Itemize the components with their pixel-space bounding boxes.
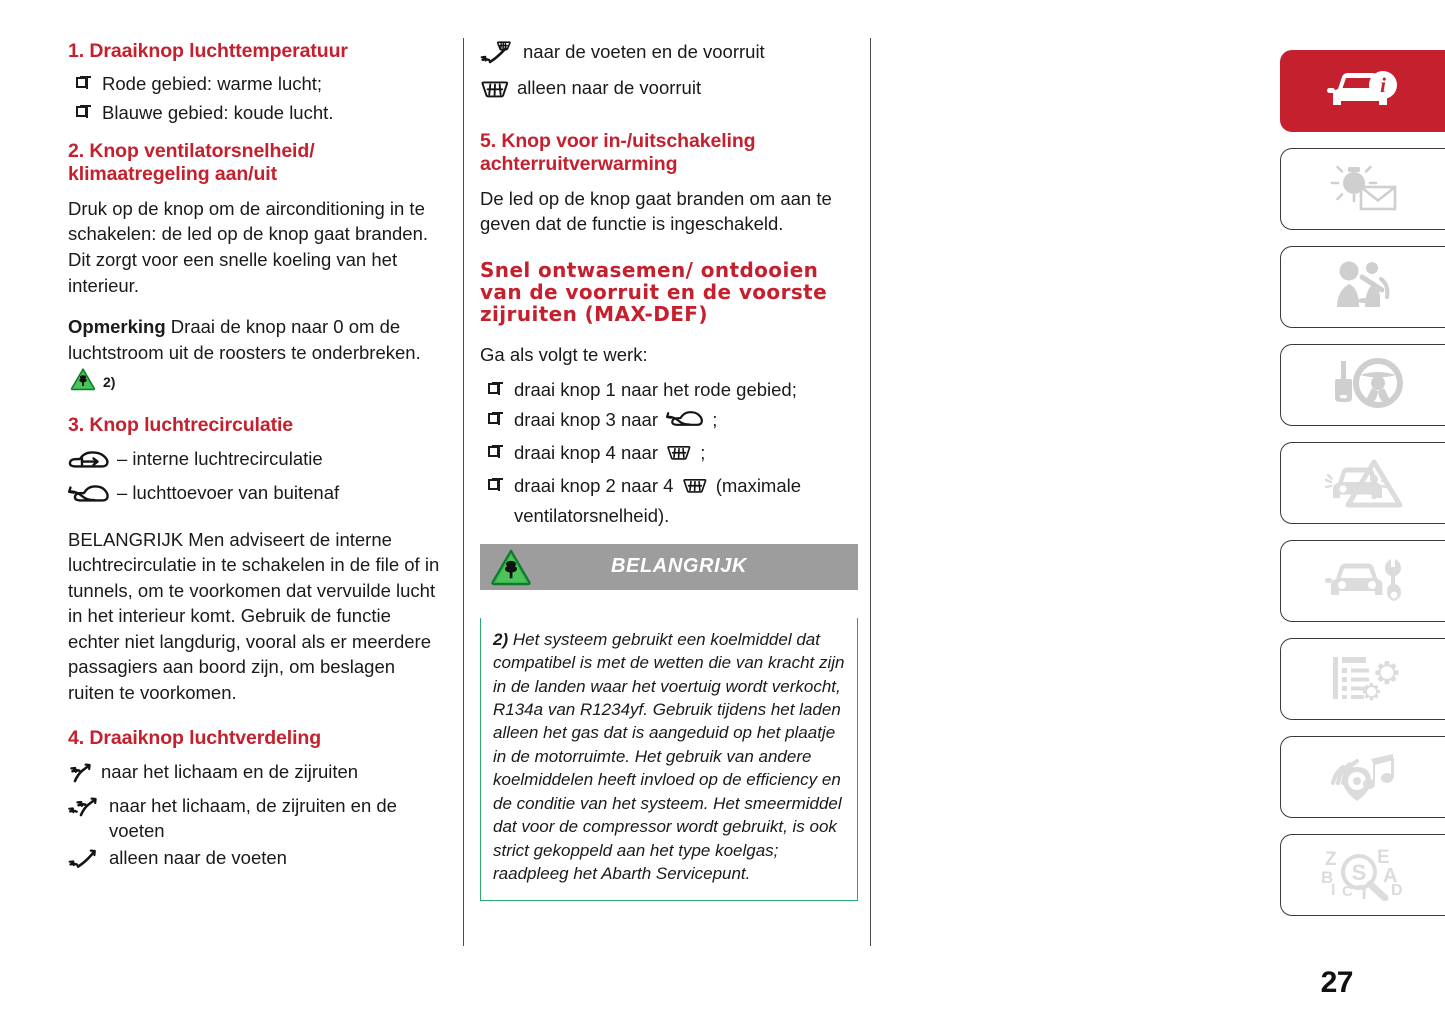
footnote-badge-row	[70, 367, 446, 396]
airflow-body-feet-label: naar het lichaam, de zijruiten en de voeten	[109, 795, 397, 842]
recirculation-internal-label: – interne luchtrecirculatie	[117, 447, 323, 469]
tab-emergency[interactable]	[1280, 442, 1445, 524]
svg-text:Z: Z	[1325, 848, 1337, 870]
airflow-feet-windshield-icon	[480, 41, 516, 74]
recirculation-internal-row	[68, 447, 446, 479]
svg-text:C: C	[1342, 882, 1353, 900]
heading-section-2: 2. Knop ventilatorsnelheid/ klimaatregeling aan/uit	[68, 140, 315, 186]
airflow-feet-label: alleen naar de voeten	[109, 847, 287, 869]
maxdef-step-suffix: ;	[700, 441, 706, 463]
warning-box-text: Het systeem gebruikt een koelmiddel dat compatibel is met de wetten die van kracht zijn in de landen waar het voertuig wordt verkocht, R134a van R1234yf. Gebruik tijdens het laden alleen het gas dat is aangeduid op het plaatje in de motorruimte. Het gebruik van andere koelmiddelen heeft invloed op de efficiency en de conditie van het systeem. Het smeermiddel dat voor de compressor wordt gebruikt, is ook strict gekoppeld aan het type koelgas; raadpleeg het Abarth Servicepunt.	[493, 629, 845, 884]
airflow-windshield-icon	[480, 77, 510, 108]
document-gears-icon	[1319, 649, 1407, 710]
tab-safety[interactable]	[1280, 246, 1445, 328]
chapter-tab-rail	[1280, 50, 1445, 932]
list-item	[480, 407, 858, 437]
warning-box-body	[480, 618, 858, 901]
square-bullet-icon	[76, 77, 87, 88]
heading-section-5: 5. Knop voor in-/uitschakeling achterruitverwarming	[480, 129, 756, 175]
list-item	[68, 71, 446, 97]
svg-text:S: S	[1351, 859, 1367, 885]
tab-alphabetical-index[interactable]	[1280, 834, 1445, 916]
list-item-label: Blauwe gebied: koude lucht.	[102, 102, 334, 124]
square-bullet-icon	[488, 479, 499, 490]
maxdef-step-suffix: (maximale ventilatorsnelheid).	[514, 475, 802, 527]
maxdef-step-text: draai knop 4 naar	[514, 441, 658, 463]
square-bullet-icon	[76, 106, 87, 117]
airflow-body-vents-label: naar het lichaam en de zijruiten	[101, 761, 359, 783]
key-steering-wheel-icon	[1319, 355, 1407, 416]
car-hazard-triangle-icon	[1319, 453, 1407, 514]
heading-section-3: 3. Knop luchtrecirculatie	[68, 414, 294, 437]
right-column	[480, 40, 858, 901]
airflow-body-feet-row	[68, 794, 446, 844]
recirculation-external-row	[68, 481, 446, 513]
magnifier-letters-icon	[1315, 845, 1411, 906]
airflow-windshield-icon	[666, 442, 692, 470]
svg-text:A: A	[1383, 864, 1398, 887]
svg-text:i: i	[1380, 72, 1386, 97]
list-item	[480, 440, 858, 470]
airflow-body-vents-row	[68, 760, 446, 792]
square-bullet-icon	[488, 413, 499, 424]
square-bullet-icon	[488, 383, 499, 394]
tab-maintenance[interactable]	[1280, 540, 1445, 622]
svg-text:E: E	[1377, 846, 1390, 868]
car-fresh-air-icon	[666, 408, 704, 437]
section-2-note	[68, 314, 446, 365]
maxdef-step-text: draai knop 1 naar het rode gebied;	[514, 379, 797, 401]
tab-technical-specs[interactable]	[1280, 638, 1445, 720]
airflow-body-vents-icon	[68, 761, 94, 792]
airflow-body-feet-icon	[68, 795, 102, 826]
section-2-paragraph: Druk op de knop om de airconditioning in te schakelen: de led op de knop gaat branden. Dit zorgt voor een snelle koeling van het interieur.	[68, 197, 429, 296]
footnote-marker: 2)	[103, 373, 116, 390]
maxdef-step-text: draai knop 2 naar 4	[514, 475, 674, 497]
airflow-feet-row	[68, 846, 446, 878]
airflow-windshield-icon	[682, 475, 708, 503]
maxdef-step-suffix: ;	[712, 408, 718, 430]
column-divider-right	[870, 38, 871, 946]
car-info-icon	[1319, 61, 1407, 122]
airflow-feet-icon	[68, 847, 102, 878]
svg-text:T: T	[1358, 881, 1371, 901]
airflow-feet-windshield-row	[480, 40, 858, 74]
maxdef-step-list	[480, 377, 858, 529]
tab-starting-driving[interactable]	[1280, 344, 1445, 426]
airflow-feet-windshield-label: naar de voeten en de voorruit	[523, 41, 765, 62]
section-1-bullet-list	[68, 71, 446, 127]
note-label: Opmerking	[68, 316, 166, 338]
tab-warning-lights[interactable]	[1280, 148, 1445, 230]
list-item-label: Rode gebied: warme lucht;	[102, 72, 323, 94]
list-item	[68, 100, 446, 126]
heading-section-4: 4. Draaiknop luchtverdeling	[68, 727, 322, 750]
list-item	[480, 377, 858, 403]
section-5-paragraph: De led op de knop gaat branden om aan te geven dat de functie is ingeschakeld.	[480, 187, 832, 235]
warning-lamp-message-icon	[1319, 159, 1407, 220]
heading-section-1: 1. Draaiknop luchttemperatuur	[68, 40, 348, 62]
tab-multimedia[interactable]	[1280, 736, 1445, 818]
list-item	[480, 473, 858, 530]
airflow-windshield-label: alleen naar de voorruit	[517, 76, 702, 98]
heading-maxdef: Snel ontwasemen/ ontdooien van de voorruit en de voorste zijruiten (MAX-DEF)	[480, 257, 828, 327]
square-bullet-icon	[488, 446, 499, 457]
svg-text:D: D	[1391, 881, 1403, 899]
left-column	[68, 40, 446, 880]
tab-vehicle-info[interactable]	[1280, 50, 1445, 132]
maxdef-intro: Ga als volgt te werk:	[480, 343, 648, 365]
recirculation-external-label: – luchttoevoer van buitenaf	[117, 481, 340, 503]
car-fresh-air-icon	[68, 482, 110, 513]
svg-text:B: B	[1321, 867, 1334, 887]
column-divider-left	[463, 38, 464, 946]
page-number: 27	[1320, 966, 1353, 999]
warning-box-header	[480, 544, 858, 590]
section-3-paragraph: BELANGRIJK Men adviseert de interne luchtrecirculatie in te schakelen in de file of in tunnels, om te voorkomen dat vervuilde lucht in het interieur komt. Gebruik de functie echter niet langdurig, vooral als er meerdere passagiers aan boord zijn, om beslagen ruiten te voorkomen.	[68, 528, 440, 703]
maxdef-step-text: draai knop 3 naar	[514, 408, 658, 430]
note-text: Draai de knop naar 0 om de luchtstroom uit de roosters te onderbreken.	[68, 316, 421, 363]
environment-triangle-icon	[70, 367, 96, 396]
car-recirculation-icon	[68, 448, 110, 479]
car-wrench-icon	[1319, 551, 1407, 612]
svg-text:I: I	[1331, 881, 1336, 899]
seatbelt-person-icon	[1319, 257, 1407, 318]
airflow-windshield-row	[480, 76, 858, 108]
warning-footnote-marker: 2)	[493, 629, 509, 649]
warning-box-title: BELANGRIJK	[610, 555, 747, 578]
audio-signal-icon	[1319, 747, 1407, 808]
